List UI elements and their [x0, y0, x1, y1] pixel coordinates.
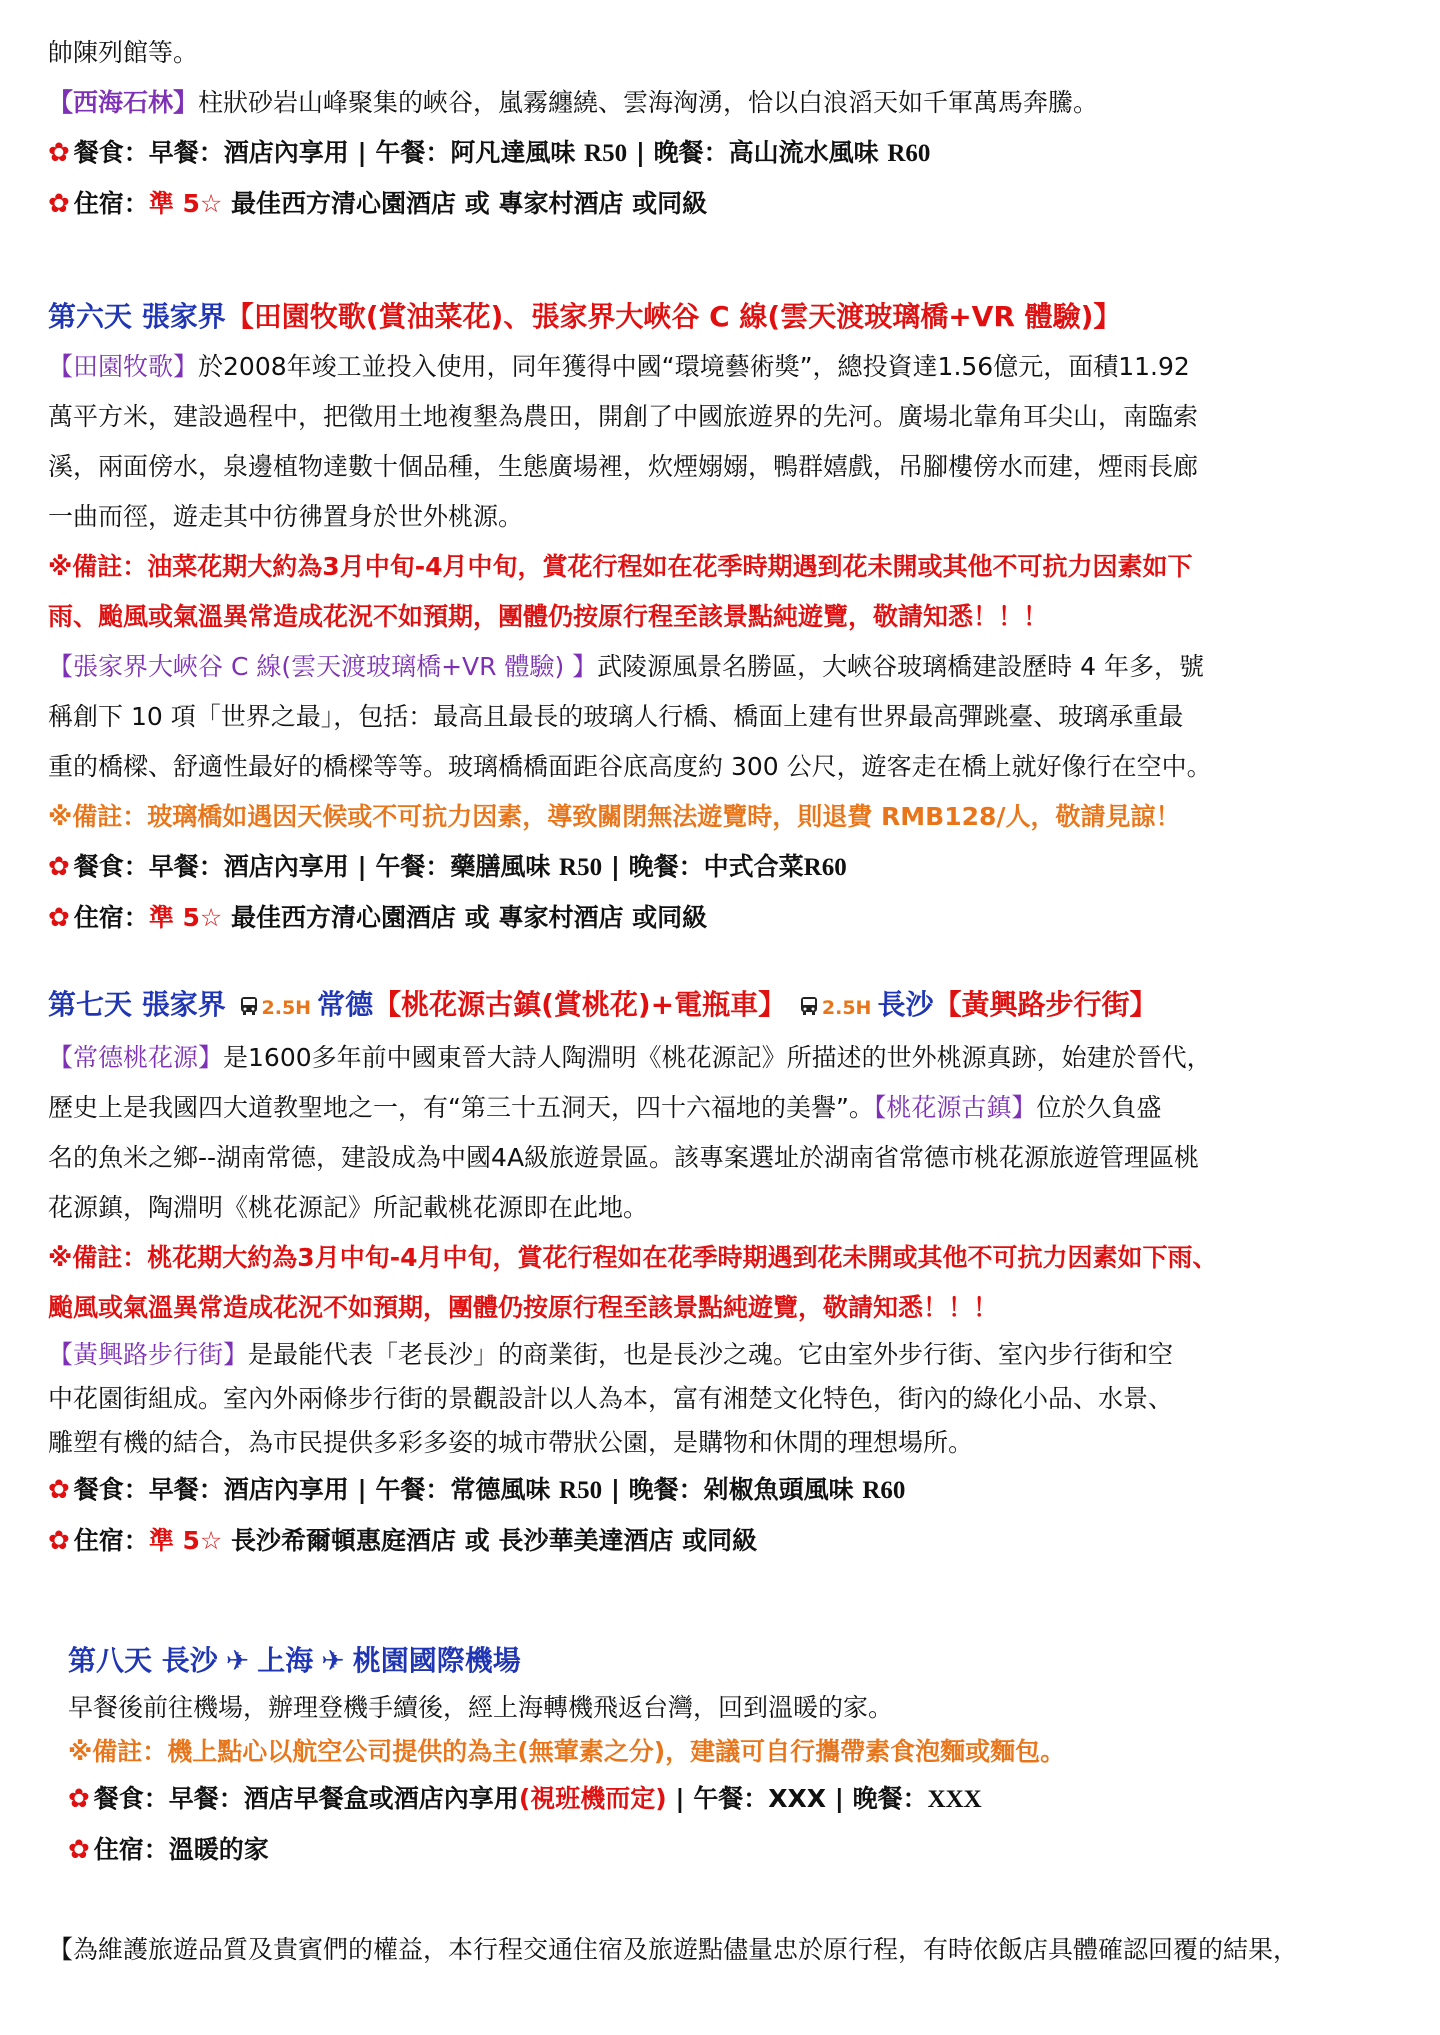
flower-icon: ✿	[68, 1835, 90, 1865]
taohuayuan-paragraph: 【常德桃花源】是1600多年前中國東晉大詩人陶淵明《桃花源記》所描述的世外桃源真跡，始建於晉代，	[48, 1043, 1212, 1072]
day8-meal: ✿ 餐食：早餐：酒店早餐盒或酒店內享用(視班機而定) | 午餐：XXX | 晚餐：XXX	[68, 1784, 982, 1814]
day5-continuation	[48, 28, 1408, 229]
glass-bridge-note: ※備註：玻璃橋如遇因天候或不可抗力因素，導致關閉無法遊覽時，則退費 RMB128/人，敬請見諒！	[48, 802, 1181, 831]
day8-stay: ✿ 住宿：溫暖的家	[68, 1835, 269, 1865]
huangxing-tag: 【黃興路步行街】	[48, 1340, 249, 1369]
xihai-tag: 【西海石林】	[48, 88, 199, 117]
flower-icon: ✿	[48, 1475, 70, 1505]
day8-text: 早餐後前往機場，辦理登機手續後，經上海轉機飛返台灣，回到溫暖的家。	[68, 1693, 894, 1722]
flower-icon: ✿	[48, 138, 70, 168]
xihai-text: 柱狀砂岩山峰聚集的峽谷，嵐霧纏繞、雲海洶湧，恰以白浪滔天如千軍萬馬奔騰。	[198, 88, 1099, 117]
day6-section: 第六天 張家界【田園牧歌(賞油菜花)、張家界大峽谷 C 線(雲天渡玻璃橋+VR 體驗)】 【田園牧歌】於2008年竣工並投入使用，同年獲得中國“環境藝術獎”，總投資達1.56億元，面積11.92 萬平方米，建設過程中，把徵用土地複墾為農田，開創了中國旅遊界的先河。廣場北靠角耳尖山，南臨索 溪，兩面傍水，泉邊植物達數十個品種，生態廣場裡，炊煙嫋嫋，鴨群嬉戲，吊腳樓傍水而建，煙雨長廊 一曲而徑，遊走其中彷彿置身於世外桃源。 ※備註：油菜花期大約為3月中旬-4月中旬，賞花行程如在花季時期遇到花未開或其他不可抗力因素如下 雨、颱風或氣溫異常造成花況不如預期，團體仍按原行程至該景點純遊覽，敬請知悉！！！ 【張家界大峽谷 C 線(雲天渡玻璃橋+VR 體驗) 】武陵源風景名勝區，大峽谷玻璃橋建設歷時 4 年多，號 稱創下 10 項「世界之最」，包括：最高且最長的玻璃人行橋、橋面上建有世界最高彈跳臺、玻璃承重最 重的橋樑、舒適性最好的橋樑等等。玻璃橋橋面距谷底高度約 300 公尺，遊客走在橋上就好像行在空中。 ※備註：玻璃橋如遇因天候或不可抗力因素，導致關閉無法遊覽時，則退費 RMB128/人，敬請見諒！ ✿ 餐食：早餐：酒店內享用 | 午餐：藥膳風味 R50 | 晚餐：中式合菜R60 ✿ 住宿：準 5☆ 最佳西方清心園酒店 或 專家村酒店 或同級	[48, 292, 1408, 943]
flower-icon: ✿	[68, 1784, 90, 1814]
day6-stay: ✿ 住宿：準 5☆ 最佳西方清心園酒店 或 專家村酒店 或同級	[48, 903, 708, 933]
tianyuan-tag: 【田園牧歌】	[48, 352, 199, 381]
xihai-paragraph	[48, 78, 1408, 128]
taohuayuan-tag: 【常德桃花源】	[48, 1043, 224, 1072]
plane-icon: ✈	[225, 1644, 250, 1677]
plane-icon: ✈	[321, 1644, 345, 1677]
flower-icon: ✿	[48, 903, 70, 933]
day6-heading: 第六天 張家界【田園牧歌(賞油菜花)、張家界大峽谷 C 線(雲天渡玻璃橋+VR 體驗)】	[48, 300, 1122, 333]
huangxing-paragraph: 【黃興路步行街】是最能代表「老長沙」的商業街，也是長沙之魂。它由室外步行街、室內步行街和空	[48, 1340, 1174, 1369]
day5-stay: ✿ 住宿：準 5☆ 最佳西方清心園酒店 或 專家村酒店 或同級	[48, 189, 708, 219]
rapeseed-note: ※備註：油菜花期大約為3月中旬-4月中旬，賞花行程如在花季時期遇到花未開或其他不可抗力因素如下	[48, 552, 1193, 581]
canyon-paragraph: 【張家界大峽谷 C 線(雲天渡玻璃橋+VR 體驗) 】武陵源風景名勝區，大峽谷玻璃橋建設歷時 4 年多，號	[48, 652, 1204, 681]
bus-icon	[800, 996, 818, 1016]
day7-section: 第七天 張家界 2.5H 常德【桃花源古鎮(賞桃花)+電瓶車】 2.5H 長沙【黃興路步行街】 【常德桃花源】是1600多年前中國東晉大詩人陶淵明《桃花源記》所描述的世外桃源真跡，始建於晉代， 歷史上是我國四大道教聖地之一，有“第三十五洞天，四十六福地的美譽”。【桃花源古鎮】位於久負盛 名的魚米之鄉--湖南常德，建設成為中國4A級旅遊景區。該專案選址於湖南省常德市桃花源旅遊管理區桃 花源鎮，陶淵明《桃花源記》所記載桃花源即在此地。 ※備註：桃花期大約為3月中旬-4月中旬，賞花行程如在花季時期遇到花未開或其他不可抗力因素如下雨、 颱風或氣溫異常造成花況不如預期，團體仍按原行程至該景點純遊覽，敬請知悉！！！ 【黃興路步行街】是最能代表「老長沙」的商業街，也是長沙之魂。它由室外步行街、室內步行街和空 中花園街組成。室內外兩條步行街的景觀設計以人為本，富有湘楚文化特色，街內的綠化小品、水景、 雕塑有機的結合，為市民提供多彩多姿的城市帶狀公園，是購物和休閒的理想場所。 ✿ 餐食：早餐：酒店內享用 | 午餐：常德風味 R50 | 晚餐：剁椒魚頭風味 R60 ✿ 住宿：準 5☆ 長沙希爾頓惠庭酒店 或 長沙華美達酒店 或同級	[48, 980, 1408, 1566]
tianyuan-paragraph: 【田園牧歌】於2008年竣工並投入使用，同年獲得中國“環境藝術獎”，總投資達1.56億元，面積11.92	[48, 352, 1190, 381]
day6-meal: ✿ 餐食：早餐：酒店內享用 | 午餐：藥膳風味 R50 | 晚餐：中式合菜R60	[48, 852, 847, 882]
taohuayuan-town-tag: 【桃花源古鎮】	[873, 1093, 1037, 1122]
footer-notice: 【為維護旅遊品質及貴賓們的權益，本行程交通住宿及旅遊點儘量忠於原行程，有時依飯店具體確認回覆的結果，	[48, 1935, 1299, 1964]
flower-icon: ✿	[48, 189, 70, 219]
day5-meal: ✿ 餐食：早餐：酒店內享用 | 午餐：阿凡達風味 R50 | 晚餐：高山流水風味 R60	[48, 138, 931, 168]
day7-stay: ✿ 住宿：準 5☆ 長沙希爾頓惠庭酒店 或 長沙華美達酒店 或同級	[48, 1526, 758, 1556]
canyon-tag: 【張家界大峽谷 C 線(雲天渡玻璃橋+VR 體驗) 】	[48, 652, 598, 681]
day7-heading: 第七天 張家界 2.5H 常德【桃花源古鎮(賞桃花)+電瓶車】 2.5H 長沙【黃興路步行街】	[48, 988, 1158, 1021]
snack-note: ※備註：機上點心以航空公司提供的為主(無葷素之分)，建議可自行攜帶素食泡麵或麵包。	[68, 1737, 1066, 1766]
day7-meal: ✿ 餐食：早餐：酒店內享用 | 午餐：常德風味 R50 | 晚餐：剁椒魚頭風味 R60	[48, 1475, 906, 1505]
day8-heading: 第八天 長沙 ✈ 上海 ✈ 桃園國際機場	[68, 1644, 521, 1677]
day8-section	[68, 1636, 1428, 1875]
continued-text: 帥陳列館等。	[48, 38, 199, 67]
bus-icon	[240, 996, 258, 1016]
flower-icon: ✿	[48, 1526, 70, 1556]
flower-icon: ✿	[48, 852, 70, 882]
peach-blossom-note: ※備註：桃花期大約為3月中旬-4月中旬，賞花行程如在花季時期遇到花未開或其他不可抗力因素如下雨、	[48, 1243, 1218, 1272]
